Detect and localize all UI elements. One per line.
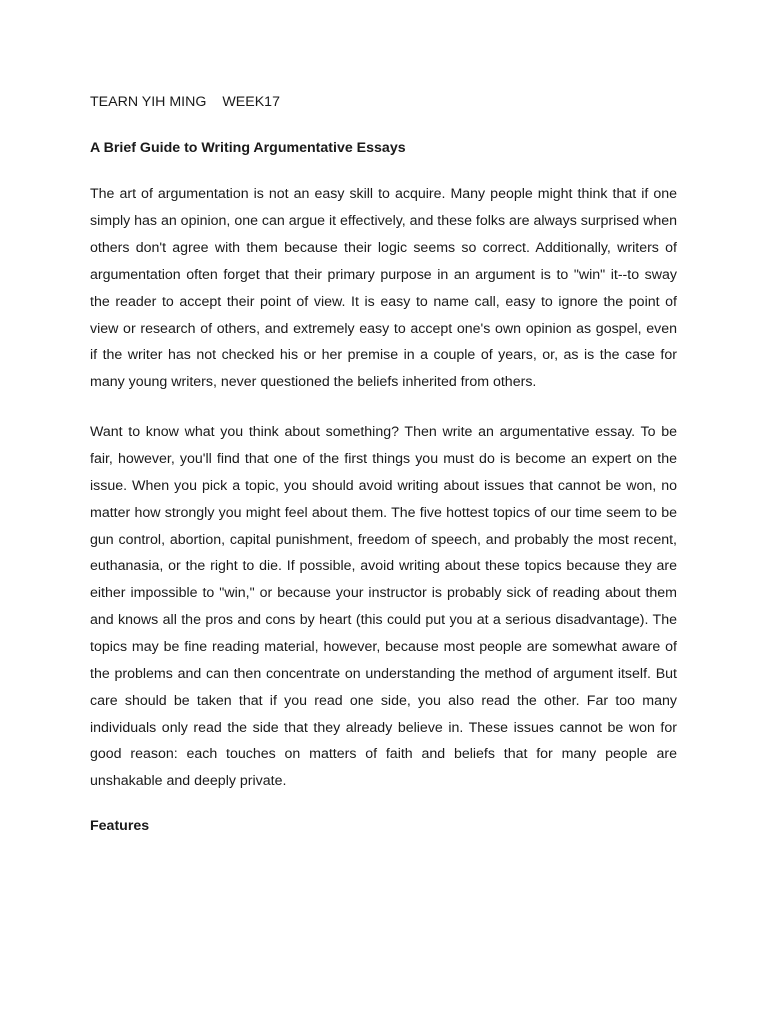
paragraph-2: Want to know what you think about something? Then write an argumentative essay. To be fair, however, you'll find that one of the first things you must do is become an expert on the issue. When you pick a topic, you should avoid writing about issues that cannot be won, no matter how strongly you might feel about them. The five hottest topics of our time seem to be gun control, abortion, capital punishment, freedom of speech, and probably the most recent, euthanasia, or the right to die. If possible, avoid writing about these topics because they are either impossible to "win," or because your instructor is probably sick of reading about them and knows all the pros and cons by heart (this could put you at a serious disadvantage). The topics may be fine reading material, however, because most people are somewhat aware of the problems and can then concentrate on understanding the method of argument itself. But care should be taken that if you read one side, you also read the other. Far too many individuals only read the side that they already believe in. These issues cannot be won for good reason: each touches on matters of faith and beliefs that for many people are unshakable and deeply private. — [90, 424, 677, 790]
paragraph-1: The art of argumentation is not an easy skill to acquire. Many people might think that if one simply has an opinion, one can argue it effectively, and these folks are always surprised when others don't agree with them because their logic seems so correct. Additionally, writers of argumentation often forget that their primary purpose in an argument is to "win" it--to sway the reader to accept their point of view. It is easy to name call, easy to ignore the point of view or research of others, and extremely easy to accept one's own opinion as gospel, even if the writer has not checked his or her premise in a couple of years, or, as is the case for many young writers, never questioned the beliefs inherited from others. — [90, 186, 678, 391]
section-heading-features: Features — [90, 818, 150, 835]
week-label: WEEK17 — [222, 94, 280, 110]
document-page — [90, 94, 677, 835]
document-header — [90, 94, 677, 111]
author-name: TEARN YIH MING — [90, 94, 207, 110]
document-title: A Brief Guide to Writing Argumentative Essays — [90, 140, 406, 156]
